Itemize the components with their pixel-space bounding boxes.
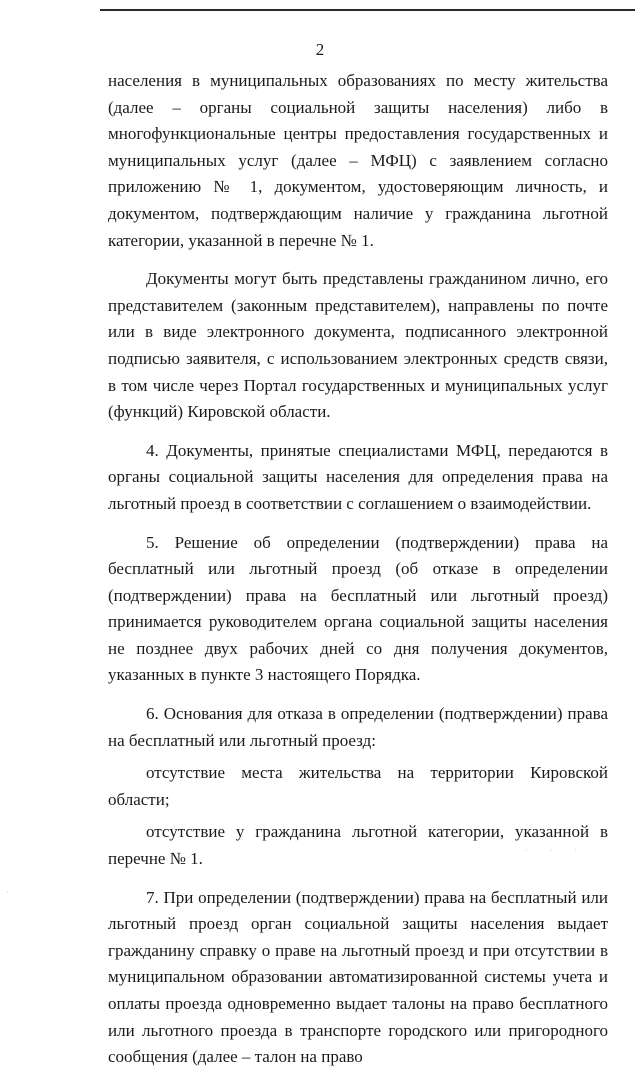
paragraph-item-7: 7. При определении (подтверждении) права на бесплатный или льготный проезд орган социальной защиты населения выдает гражданину справку о праве на льготный проезд и при отсутствии в муниципальном образовании автоматизированной системы учета и оплаты проезда одновременно выдает талоны на право бесплатного или льготного проезда в транспорте городского или пригородного сообщения (далее – талон на право <box>108 887 608 1067</box>
paragraph-refusal-reason-1: отсутствие места жительства на территории Кировской области; <box>108 763 608 809</box>
document-body <box>108 68 608 1083</box>
header-rule <box>100 9 635 11</box>
paragraph-item-6: 6. Основания для отказа в определении (подтверждении) права на бесплатный или льготный проезд: <box>108 704 608 750</box>
scan-mark: · <box>6 888 9 897</box>
paragraph-documents-submission: Документы могут быть представлены гражданином лично, его представителем (законным представителем), направлены по почте или в виде электронного документа, подписанного электронной подписью заявителя, с использованием электронных средств связи, в том числе через Портал государственных и муниципальных услуг (функций) Кировской области. <box>108 269 608 422</box>
paragraph-item-4: 4. Документы, принятые специалистами МФЦ, передаются в органы социальной защиты населения для определения права на льготный проезд в соответствии с соглашением о взаимодействии. <box>108 440 608 513</box>
scan-specks: · · · <box>525 846 587 855</box>
page-number: 2 <box>315 40 325 59</box>
paragraph-continuation: населения в муниципальных образованиях по месту жительства (далее – органы социальной защиты населения) либо в многофункциональные центры предоставления государственных и муниципальных услуг (далее – МФЦ) с заявлением согласно приложению № 1, документом, удостоверяющим личность, и документом, подтверждающим наличие у гражданина льготной категории, указанной в перечне № 1. <box>108 71 608 250</box>
paragraph-refusal-reason-2: отсутствие у гражданина льготной категории, указанной в перечне № 1. <box>108 822 608 869</box>
paragraph-item-5: 5. Решение об определении (подтверждении) права на бесплатный или льготный проезд (об отказе в определении (подтверждении) права на бесплатный или льготный проезд) принимается руководителем органа социальной защиты населения не позднее двух рабочих дней со дня получения документов, указанных в пункте 3 настоящего Порядка. <box>108 532 608 685</box>
